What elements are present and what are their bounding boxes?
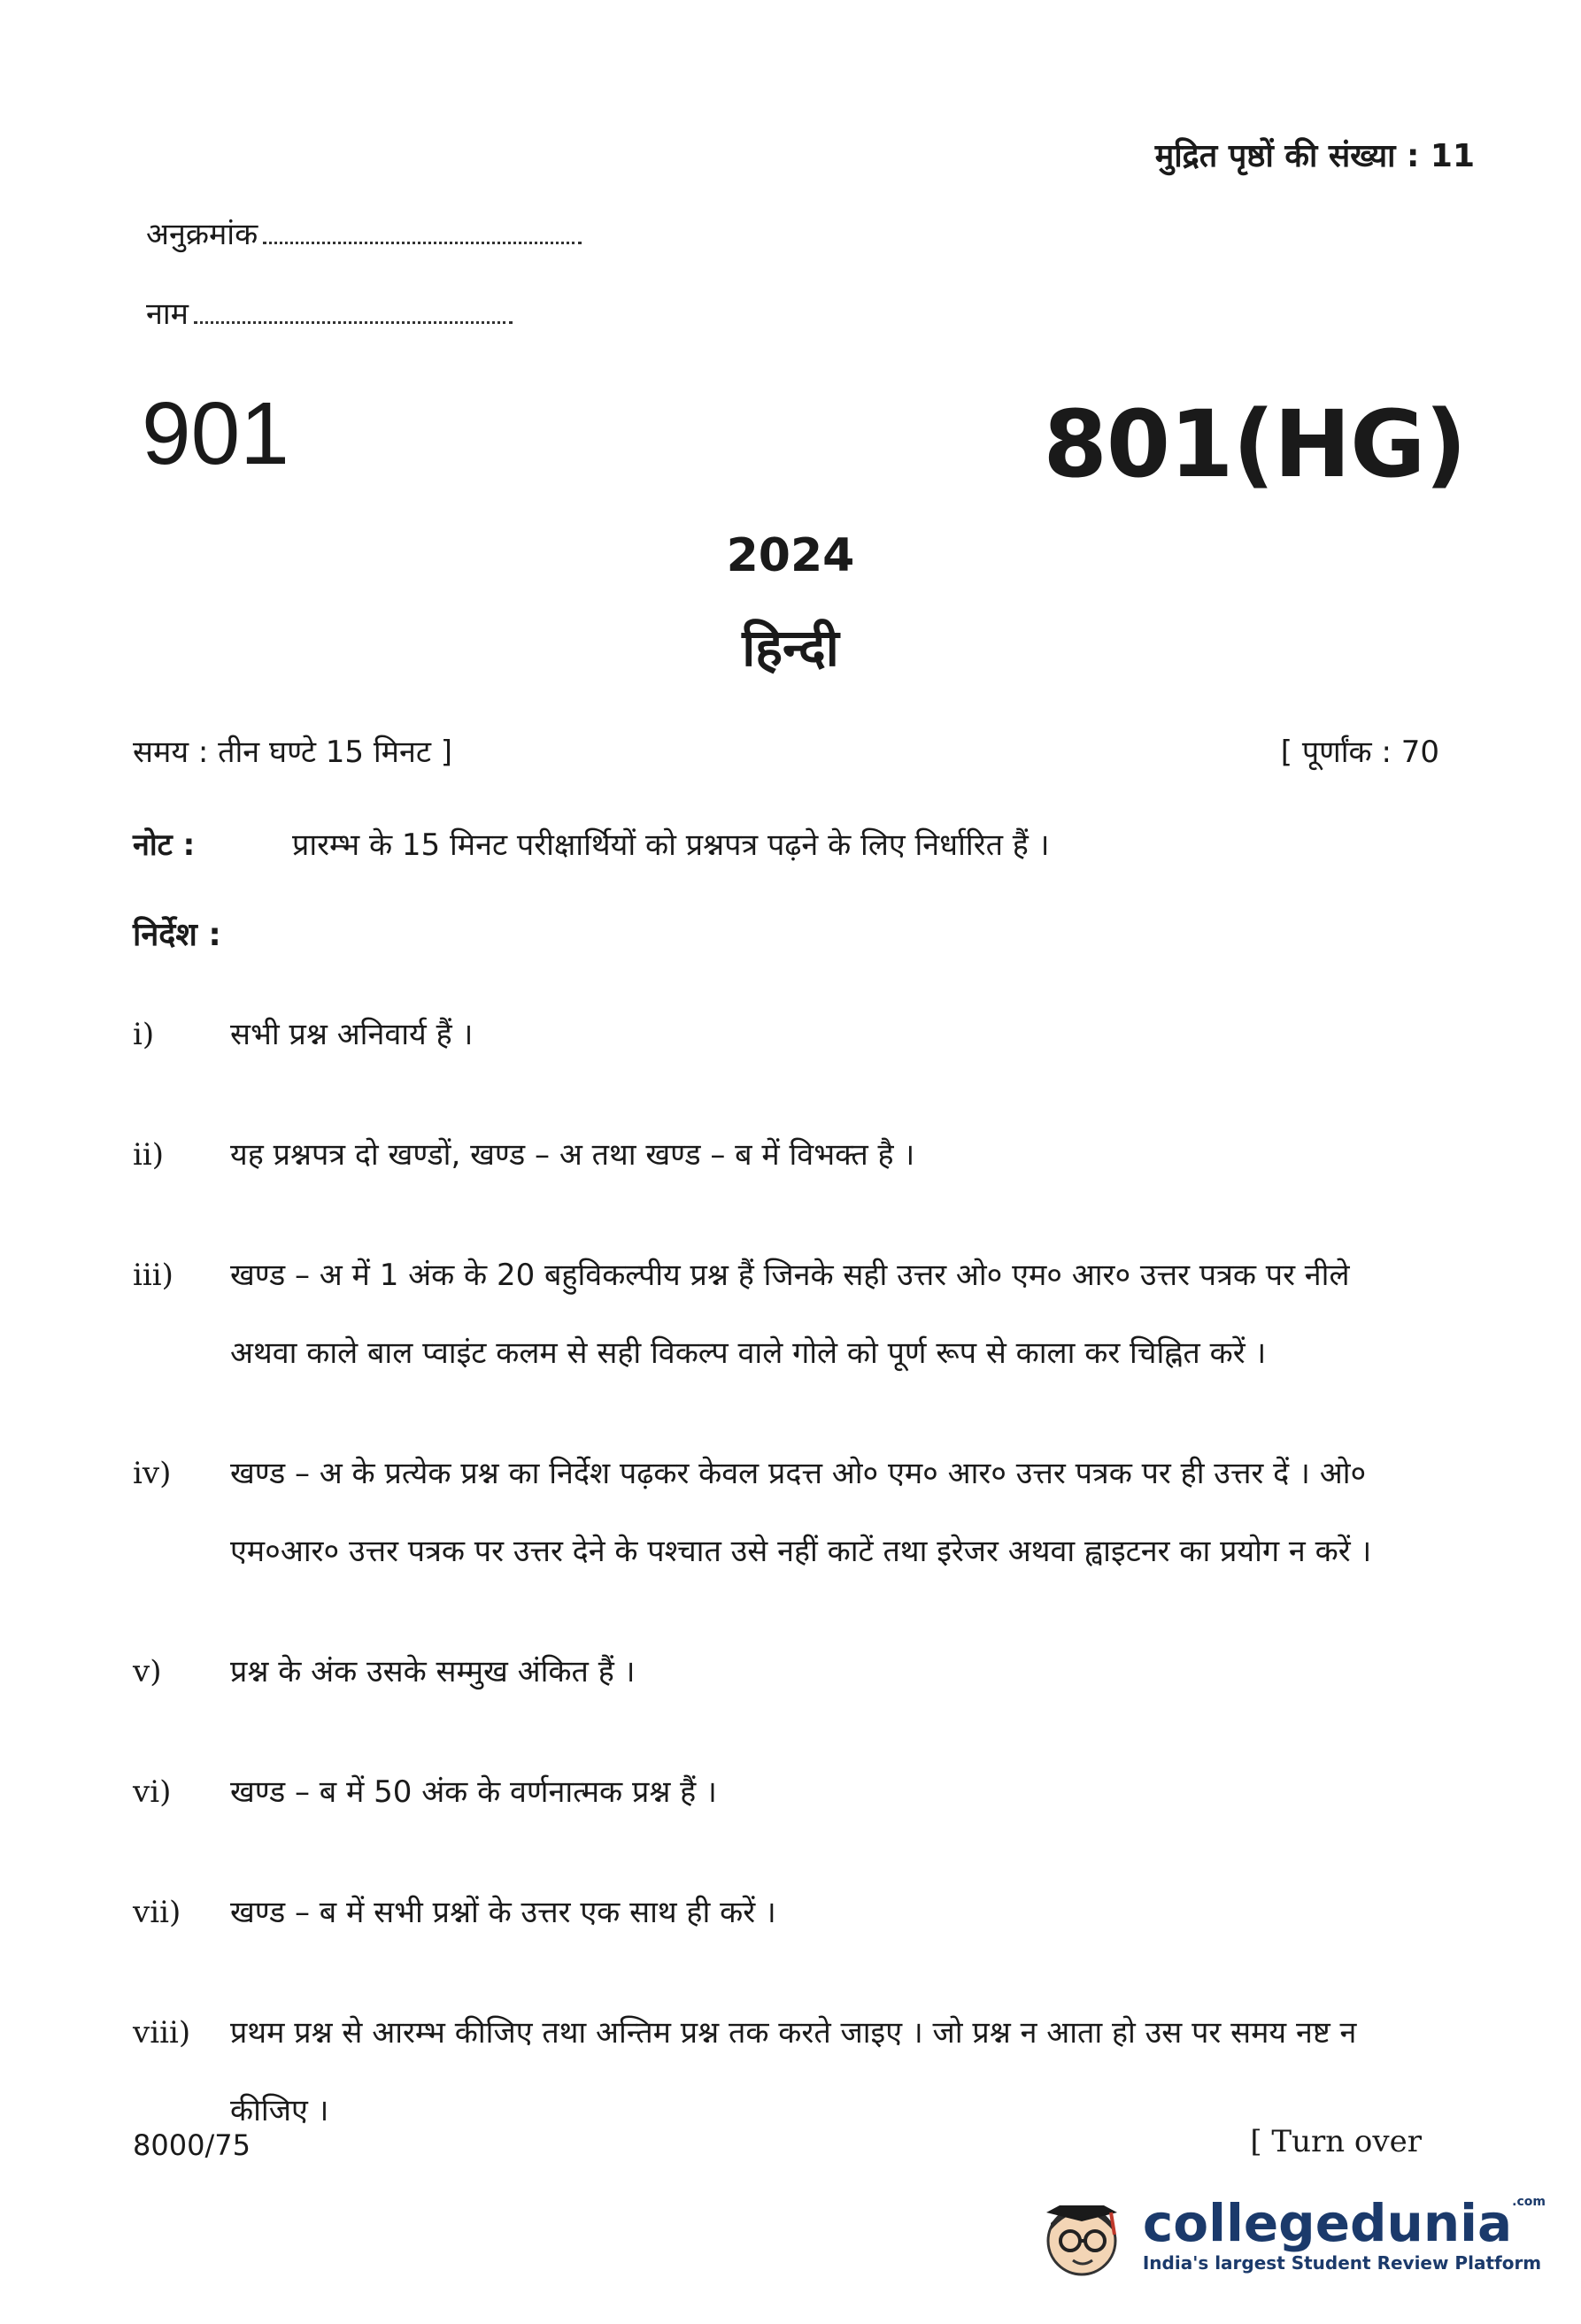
subject-title: हिन्दी bbox=[742, 618, 839, 678]
instruction-text: प्रथम प्रश्न से आरम्भ कीजिए तथा अन्तिम प्रश्न तक करते जाइए । जो प्रश्न न आता हो उस पर समय नष्ट न कीजिए । bbox=[230, 2015, 1357, 2128]
collegedunia-watermark bbox=[1033, 2186, 1546, 2283]
instruction-text: प्रश्न के अंक उसके सम्मुख अंकित हैं । bbox=[230, 1654, 636, 1689]
instruction-text: सभी प्रश्न अनिवार्य हैं । bbox=[230, 1017, 474, 1052]
instruction-text: खण्ड – ब में 50 अंक के वर्णनात्मक प्रश्न हैं । bbox=[230, 1774, 717, 1810]
instruction-item bbox=[133, 1633, 1425, 1711]
footer-code: 8000/75 bbox=[133, 2128, 251, 2162]
instruction-text: खण्ड – अ में 1 अंक के 20 बहुविकल्पीय प्रश्न हैं जिनके सही उत्तर ओ० एम० आर० उत्तर पत्रक पर नीले अथवा काले बाल प्वाइंट कलम से सही विकल्प वाले गोले को पूर्ण रूप से काला कर चिह्नित करें । bbox=[230, 1258, 1350, 1371]
roll-number-field bbox=[146, 212, 582, 253]
instruction-item bbox=[133, 1236, 1425, 1392]
instruction-text: खण्ड – अ के प्रत्येक प्रश्न का निर्देश पढ़कर केवल प्रदत्त ओ० एम० आर० उत्तर पत्रक पर ही उत्तर दें । ओ० एम०आर० उत्तर पत्रक पर उत्तर देने के पश्चात उसे नहीं काटें तथा इरेजर अथवा ह्वाइटनर का प्रयोग न करें । bbox=[230, 1456, 1372, 1569]
instruction-item bbox=[133, 1994, 1425, 2150]
instruction-number: vii) bbox=[133, 1895, 181, 1930]
instruction-number: i) bbox=[133, 1017, 155, 1052]
paper-code-right: 801(HG) bbox=[1043, 390, 1466, 498]
time-allowed: समय : तीन घण्टे 15 मिनट ] bbox=[133, 735, 453, 770]
note-label: नोट : bbox=[133, 827, 196, 863]
note-text: प्रारम्भ के 15 मिनट परीक्षार्थियों को प्रश्नपत्र पढ़ने के लिए निर्धारित हैं । bbox=[292, 827, 1050, 863]
instruction-item bbox=[133, 1435, 1425, 1590]
roll-number-line bbox=[263, 242, 582, 244]
name-label: नाम bbox=[146, 296, 189, 332]
name-line bbox=[194, 321, 513, 324]
turn-over: [ Turn over bbox=[1250, 2124, 1422, 2159]
printed-pages-count: मुद्रित पृष्ठों की संख्या : 11 bbox=[1154, 138, 1475, 174]
brand-name: collegedunia$^{.com}$ bbox=[1142, 2193, 1546, 2254]
brand-tagline: India's largest Student Review Platform bbox=[1142, 2251, 1542, 2274]
instruction-item bbox=[133, 1116, 1425, 1194]
instruction-item bbox=[133, 1874, 1425, 1951]
exam-year: 2024 bbox=[726, 529, 855, 582]
brand-suffix: .com bbox=[1512, 2195, 1546, 2210]
instruction-number: viii) bbox=[133, 2015, 191, 2051]
instructions-list bbox=[133, 996, 1425, 2192]
instruction-number: v) bbox=[133, 1654, 162, 1689]
instruction-number: iii) bbox=[133, 1258, 174, 1293]
time-marks-bar bbox=[133, 730, 1439, 771]
instruction-number: iv) bbox=[133, 1456, 172, 1491]
student-mascot-icon bbox=[1033, 2186, 1130, 2283]
instruction-item bbox=[133, 1753, 1425, 1831]
instruction-number: vi) bbox=[133, 1774, 172, 1810]
paper-code-left: 901 bbox=[142, 384, 289, 483]
name-field bbox=[146, 292, 513, 333]
instruction-text: यह प्रश्नपत्र दो खण्डों, खण्ड – अ तथा खण्ड – ब में विभक्त है । bbox=[230, 1137, 915, 1173]
directions-heading: निर्देश : bbox=[133, 917, 221, 953]
max-marks: [ पूर्णांक : 70 bbox=[1280, 735, 1439, 770]
roll-number-label: अनुक्रमांक bbox=[146, 217, 258, 252]
instruction-text: खण्ड – ब में सभी प्रश्नों के उत्तर एक साथ ही करें । bbox=[230, 1895, 776, 1930]
instruction-item bbox=[133, 996, 1425, 1074]
instruction-number: ii) bbox=[133, 1137, 165, 1173]
note bbox=[133, 823, 1448, 864]
